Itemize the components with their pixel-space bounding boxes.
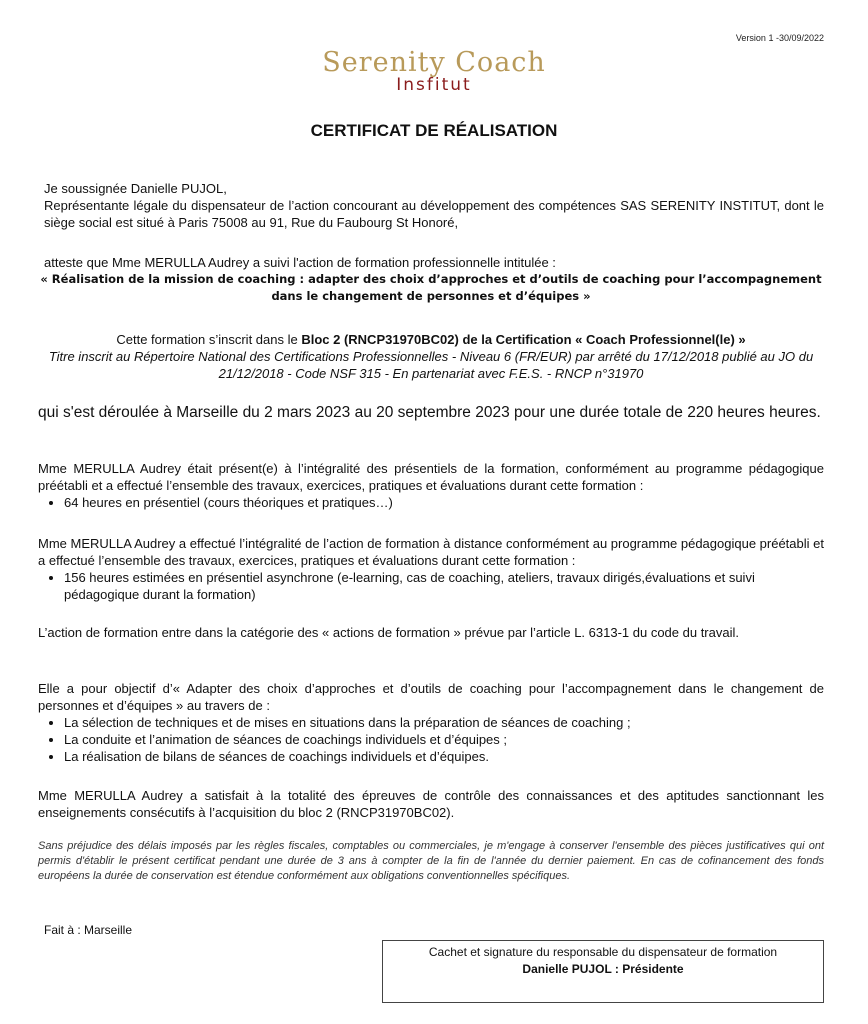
- dates-paragraph: qui s'est déroulée à Marseille du 2 mars 2023 au 20 septembre 2023 pour une durée totale de 220 heures heures.: [38, 404, 821, 421]
- list-item: • 64 heures en présentiel (cours théoriques et pratiques…): [64, 494, 824, 511]
- attest-line: atteste que Mme MERULLA Audrey a suivi l'action de formation professionnelle intitulée :: [44, 255, 556, 270]
- certification-line: [38, 331, 824, 348]
- signature-name: Danielle PUJOL : Présidente: [522, 962, 684, 976]
- page-title: CERTIFICAT DE RÉALISATION: [310, 121, 558, 140]
- category-paragraph: L’action de formation entre dans la catégorie des « actions de formation » prévue par l’article L. 6313-1 du code du travail.: [38, 625, 739, 640]
- list-item: • La sélection de techniques et de mises en situations dans la préparation de séances de coaching ;: [64, 714, 824, 731]
- place-label: Fait à : Marseille: [44, 923, 133, 937]
- distance-list: [38, 569, 824, 603]
- intro-line1: Je soussignée Danielle PUJOL,: [44, 181, 227, 196]
- list-item: • 156 heures estimées en présentiel asynchrone (e-learning, cas de coaching, ateliers, travaux dirigés,évaluations et suivi pédagogique durant la formation): [64, 569, 824, 603]
- objective-section: [38, 680, 824, 765]
- disclaimer-paragraph: Sans préjudice des délais imposés par les règles fiscales, comptables ou commerciales, je m'engage à conserver l'ensemble des pièces justificatives qui ont permis d'établir le présent certificat pendant une durée de 3 ans à compter de la fin de l'année du dernier paiement. En cas de cofinancement des fonds européens la durée de conservation est étendue conformément aux obligations conventionnelles spécifiques.: [38, 840, 824, 882]
- signature-label: Cachet et signature du responsable du dispensateur de formation: [428, 945, 778, 959]
- presentiel-text: Mme MERULLA Audrey était présent(e) à l’intégralité des présentiels de la formation, conformément au programme pédagogique préétabli et a effectué l’ensemble des travaux, exercices, pratiques et évaluations durant cette formation :: [38, 461, 824, 493]
- logo-sub-text: Insfitut: [396, 75, 472, 95]
- course-title: « Réalisation de la mission de coaching : adapter des choix d’approches et d’outils de coaching pour l’accompagnement dans le changement de personnes et d’équipes »: [40, 272, 822, 303]
- result-paragraph: Mme MERULLA Audrey a satisfait à la totalité des épreuves de contrôle des connaissances et des aptitudes sanctionnant les enseignements consécutifs à l’acquisition du bloc 2 (RNCP31970BC02).: [38, 788, 824, 820]
- objective-text: Elle a pour objectif d’« Adapter des choix d’approches et d’outils de coaching pour l’accompagnement dans le changement de personnes et d’équipes » au travers de :: [38, 681, 824, 713]
- attest-section: [38, 254, 824, 305]
- distance-text: Mme MERULLA Audrey a effectué l’intégralité de l’action de formation à distance conformément au programme pédagogique préétabli et a effectué l’ensemble des travaux, exercices, pratiques et évaluations durant cette formation :: [38, 536, 824, 568]
- list-item: • La conduite et l’animation de séances de coachings individuels et d’équipes ;: [64, 731, 824, 748]
- certification-section: [38, 331, 824, 382]
- certification-prefix: Cette formation s’inscrit dans le: [116, 332, 302, 347]
- presentiel-list: [38, 494, 824, 511]
- intro-line2: Représentante légale du dispensateur de l’action concourant au développement des compétences SAS SERENITY INSTITUT, dont le siège social est situé à Paris 75008 au 91, Rue du Faubourg St Honoré,: [44, 198, 824, 230]
- certification-italic: Titre inscrit au Répertoire National des Certifications Professionnelles - Niveau 6 (FR/EUR) par arrêté du 17/12/2018 publié au JO du 21/12/2018 - Code NSF 315 - En partenariat avec F.E.S. - RNCP n°31970: [48, 349, 814, 381]
- list-item: • La réalisation de bilans de séances de coachings individuels et d’équipes.: [64, 748, 824, 765]
- signature-box: [382, 940, 824, 1003]
- presentiel-section: [38, 460, 824, 511]
- certification-bold: Bloc 2 (RNCP31970BC02) de la Certification « Coach Professionnel(le) »: [301, 332, 746, 347]
- distance-section: [38, 535, 824, 603]
- version-label: Version 1 -30/09/2022: [735, 33, 824, 43]
- intro-section: [38, 180, 824, 231]
- objective-list: [38, 714, 824, 765]
- logo-main-text: Serenity Coach: [322, 47, 546, 78]
